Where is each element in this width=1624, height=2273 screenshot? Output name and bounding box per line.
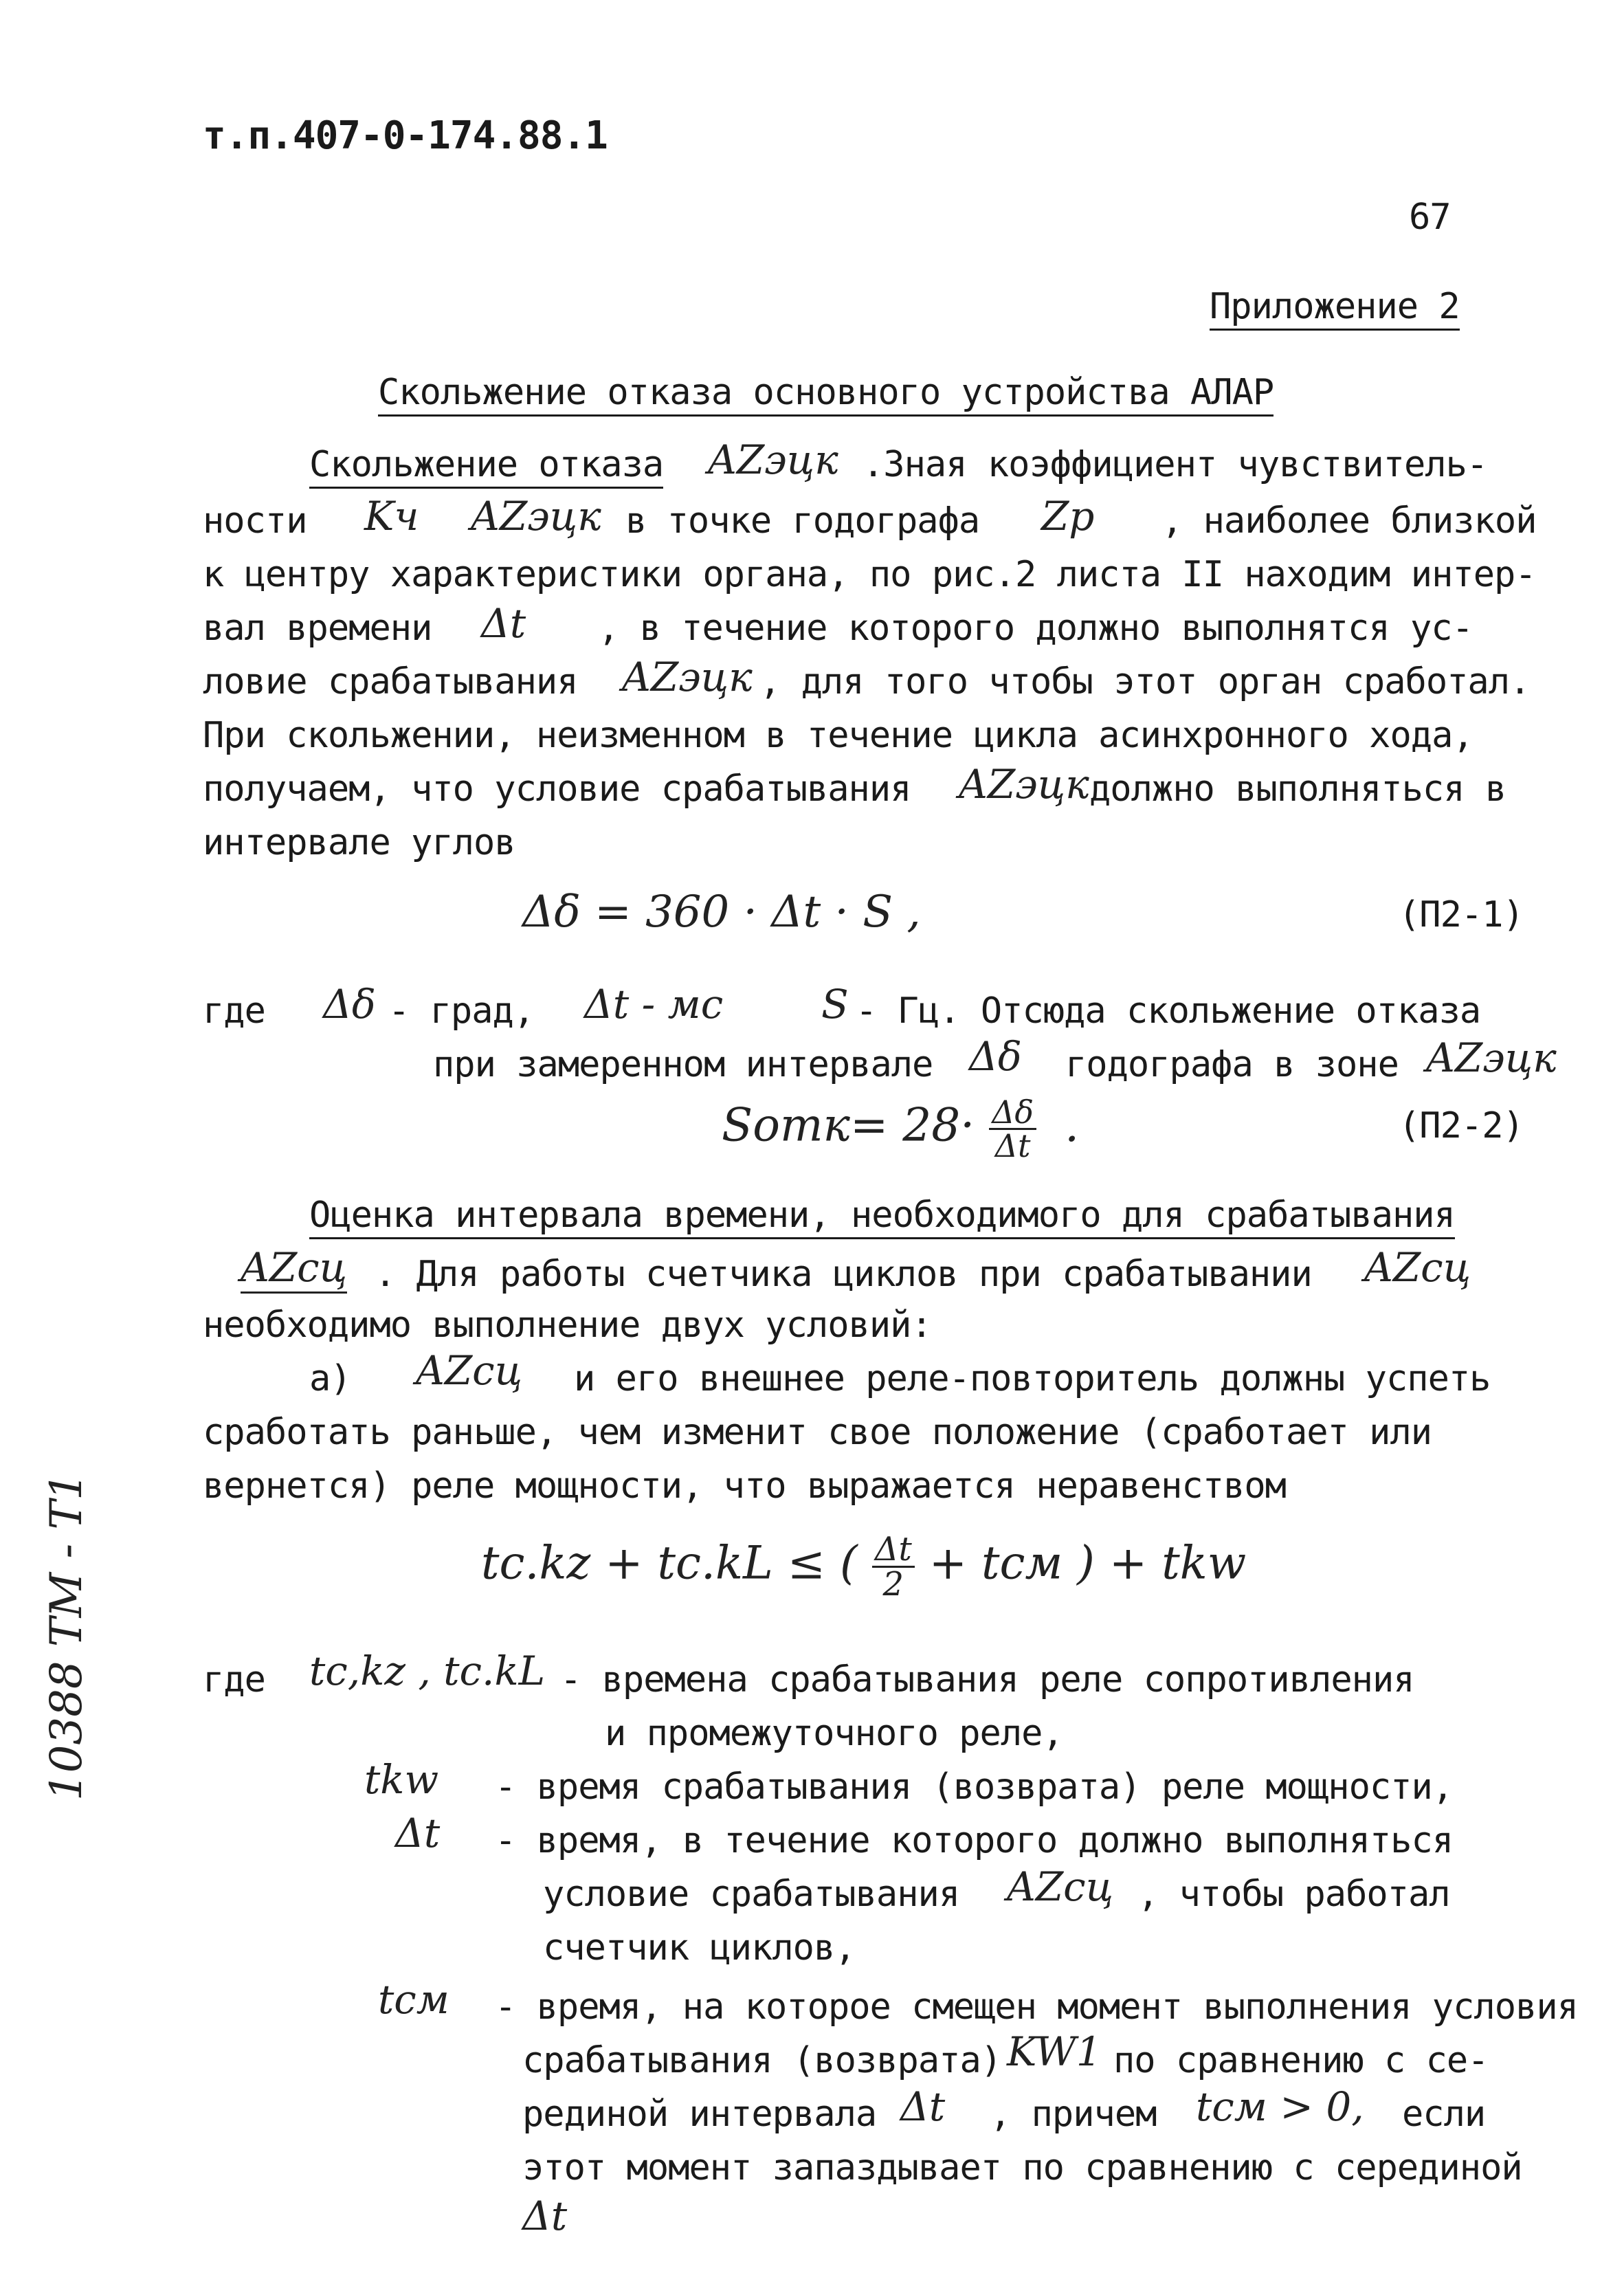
s2-line2: необходимо выполнение двух условий: bbox=[203, 1305, 932, 1346]
defs-symbol1: tс,kz , tс.kL bbox=[309, 1648, 546, 1694]
equation-1: Δδ = 360 · Δt · S , bbox=[522, 887, 921, 938]
symbol-k: Kч bbox=[364, 493, 419, 540]
s2-line3a: а) bbox=[309, 1358, 351, 1399]
inequality-fraction bbox=[872, 1530, 915, 1604]
s1-line3: к центру характеристики органа, по рис.2 листа II находим интер- bbox=[203, 554, 1536, 595]
s1-line2c: , наиболее близкой bbox=[1161, 500, 1537, 542]
defs-d1b: и промежуточного реле, bbox=[605, 1713, 1063, 1754]
symbol-az3: AZэцк bbox=[959, 761, 1089, 808]
defs-d3d: счетчик циклов, bbox=[543, 1927, 856, 1969]
section2-heading-symbol: AZсц bbox=[241, 1248, 347, 1294]
defs-d3b: условие срабатывания bbox=[543, 1874, 960, 1915]
defs-symbol4d: tсм > 0, bbox=[1196, 2083, 1364, 2130]
defs-d4c: по сравнению с се- bbox=[1113, 2040, 1489, 2081]
equation-2-label: (П2-2) bbox=[1399, 1105, 1524, 1146]
s1-line2a: ности bbox=[203, 500, 307, 542]
where1-e: годографа в зоне bbox=[1065, 1044, 1399, 1085]
equation-2-numerator: Δδ bbox=[989, 1096, 1036, 1130]
s1-line1: .Зная коэффициент чувствитель- bbox=[863, 444, 1488, 485]
inequality-lhs: tс.kz + tс.kL ≤ ( bbox=[481, 1536, 858, 1590]
s2-line4: сработать раньше, чем изменит свое положение (сработает или bbox=[203, 1412, 1432, 1453]
inequality-rhs: + tсм ) + tkw bbox=[928, 1536, 1247, 1590]
defs-d4e: , причем bbox=[990, 2094, 1157, 2135]
defs-symbol4e: Δt bbox=[522, 2193, 568, 2239]
doc-code: т.п.407-0-174.88.1 bbox=[203, 113, 608, 158]
where1-a: где bbox=[203, 990, 265, 1032]
defs-symbol4: tсм bbox=[378, 1976, 449, 2023]
s2-line5: вернется) реле мощности, что выражается неравенством bbox=[203, 1465, 1286, 1507]
s2-symbol1: AZсц bbox=[1364, 1244, 1471, 1291]
page-title: Скольжение отказа основного устройства АЛАР bbox=[378, 375, 1273, 417]
s1-line7b: должно выполняться в bbox=[1089, 768, 1506, 810]
s2-symbol2: AZсц bbox=[416, 1347, 523, 1394]
defs-d4a: - время, на которое смещен момент выполнения условия bbox=[495, 1986, 1578, 2028]
defs-d4d: рединой интервала bbox=[522, 2094, 877, 2135]
appendix-label: Приложение 2 bbox=[1210, 289, 1460, 331]
defs-symbol3b: AZсц bbox=[1007, 1863, 1114, 1910]
inequality-denominator: 2 bbox=[882, 1565, 904, 1604]
archive-stamp: 10388 ТМ - Т1 bbox=[41, 1472, 92, 1801]
defs-d1a: - времена срабатывания реле сопротивления bbox=[560, 1659, 1414, 1700]
s1-line6: При скольжении, неизменном в течение цикла асинхронного хода, bbox=[203, 715, 1473, 756]
where1-d: при замеренном интервале bbox=[433, 1044, 933, 1085]
section1-heading: Скольжение отказа bbox=[309, 447, 663, 489]
inequality-numerator: Δt bbox=[872, 1533, 915, 1568]
equation-1-label: (П2-1) bbox=[1399, 894, 1524, 935]
s1-line4b: , в течение которого должно выполнятся ус- bbox=[598, 608, 1473, 649]
symbol-az2: AZэцк bbox=[622, 654, 753, 700]
section1-heading-symbol: AZэцк bbox=[708, 436, 838, 483]
where1-sym2: Δt - мс bbox=[584, 981, 724, 1028]
defs-d4b: срабатывания (возврата) bbox=[522, 2040, 1002, 2081]
where1-c: - Гц. Отсюда скольжение отказа bbox=[856, 990, 1481, 1032]
section2-heading: Оценка интервала времени, необходимого для срабатывания bbox=[309, 1197, 1455, 1239]
defs-where: где bbox=[203, 1659, 265, 1700]
where1-sym4: Δδ bbox=[969, 1033, 1022, 1080]
s1-line2b: в точке годографа bbox=[625, 500, 980, 542]
s1-line5b: , для того чтобы этот орган сработал. bbox=[759, 661, 1531, 702]
defs-d2: - время срабатывания (возврата) реле мощности, bbox=[495, 1766, 1454, 1808]
defs-symbol4c: Δt bbox=[900, 2083, 946, 2130]
where1-sym3: S bbox=[821, 981, 849, 1028]
defs-d3a: - время, в течение которого должно выполняться bbox=[495, 1820, 1454, 1861]
defs-symbol2: tkw bbox=[364, 1756, 439, 1803]
where1-b: - град, bbox=[388, 990, 535, 1032]
defs-d4g: этот момент запаздывает по сравнению с серединой bbox=[522, 2147, 1522, 2188]
s1-line4a: вал времени bbox=[203, 608, 432, 649]
equation-2-dot: . bbox=[1065, 1098, 1080, 1152]
symbol-az: AZэцк bbox=[471, 493, 601, 540]
equation-2 bbox=[722, 1096, 1079, 1162]
defs-symbol4b: KW1 bbox=[1007, 2028, 1102, 2075]
defs-d4f: если bbox=[1402, 2094, 1486, 2135]
symbol-zp: Zp bbox=[1041, 493, 1095, 540]
where1-sym5: AZэцк bbox=[1426, 1034, 1557, 1081]
page-number: 67 bbox=[1409, 197, 1451, 238]
s2-line1a: . Для работы счетчика циклов при срабатывании bbox=[375, 1254, 1312, 1295]
s1-line8: интервале углов bbox=[203, 822, 515, 863]
defs-d3c: , чтобы работал bbox=[1137, 1874, 1450, 1915]
defs-symbol3: Δt bbox=[395, 1810, 441, 1856]
equation-2-denominator: Δt bbox=[994, 1127, 1031, 1164]
s1-line7a: получаем, что условие срабатывания bbox=[203, 768, 911, 810]
equation-2-fraction bbox=[989, 1096, 1036, 1162]
where1-sym1: Δδ bbox=[323, 981, 376, 1028]
symbol-dt: Δt bbox=[481, 600, 526, 647]
equation-2-lhs: Sотк= 28· bbox=[722, 1098, 975, 1152]
inequality bbox=[481, 1530, 1247, 1604]
s2-line3b: и его внешнее реле-повторитель должны успеть bbox=[574, 1358, 1491, 1399]
s1-line5a: ловие срабатывания bbox=[203, 661, 578, 702]
